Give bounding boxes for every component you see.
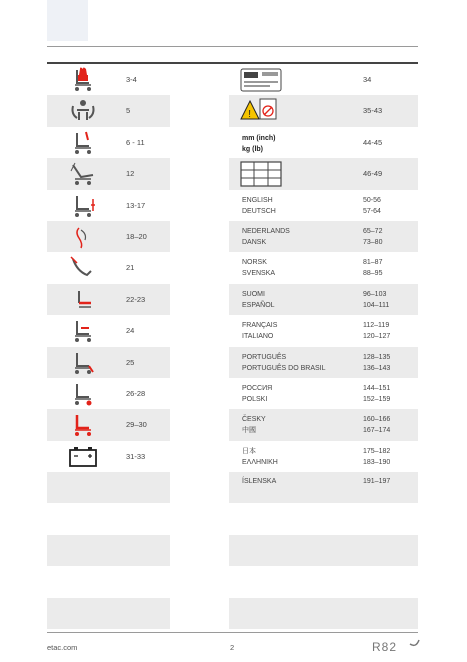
seat-cushion-icon: [65, 287, 101, 313]
empty-row: [47, 472, 170, 503]
index-row-left[interactable]: [47, 158, 170, 189]
page-range: 31-33: [126, 451, 146, 461]
index-row-left[interactable]: [47, 441, 170, 472]
empty-row: [229, 503, 418, 534]
language-name[interactable]: ČESKY: [242, 416, 266, 424]
language-names: [242, 257, 275, 279]
language-name[interactable]: PORTUGUÊS: [242, 353, 287, 361]
header-block: [47, 0, 88, 41]
language-name[interactable]: ÍSLENSKA: [242, 478, 277, 486]
language-pages: [363, 414, 390, 436]
language-page-range: 96–103: [363, 290, 387, 298]
empty-row: [47, 598, 170, 629]
index-row-left[interactable]: [47, 221, 170, 252]
battery-icon: [65, 444, 101, 470]
header-divider: [47, 46, 418, 47]
language-names: [242, 289, 275, 311]
language-page-range: 144–151: [363, 384, 391, 392]
index-row-right[interactable]: [229, 127, 418, 158]
index-row-right[interactable]: [229, 472, 418, 503]
language-name[interactable]: 日本: [242, 447, 256, 455]
language-name[interactable]: NEDERLANDS: [242, 227, 290, 235]
index-row-right[interactable]: [229, 441, 418, 472]
language-name[interactable]: ESPAÑOL: [242, 301, 275, 309]
language-names: [242, 195, 276, 217]
index-row-left[interactable]: [47, 347, 170, 378]
language-name[interactable]: DEUTSCH: [242, 207, 276, 215]
unit-length: mm (inch): [242, 134, 276, 142]
language-pages: [363, 352, 390, 374]
language-page-range: 136–143: [363, 364, 391, 372]
language-names: [242, 352, 326, 374]
empty-row: [229, 535, 418, 566]
empty-row: [229, 598, 418, 629]
page-range: 44-45: [363, 137, 383, 147]
index-row-right[interactable]: [229, 64, 418, 95]
language-names: [242, 476, 276, 487]
language-page-range: 50-56: [363, 196, 381, 204]
empty-row: [47, 535, 170, 566]
index-row-right[interactable]: [229, 95, 418, 126]
language-pages: [363, 226, 382, 248]
bell-alarm-icon: [65, 67, 101, 93]
language-page-range: 183–190: [363, 458, 391, 466]
page-range: 26-28: [126, 388, 146, 398]
footer-divider: [47, 632, 418, 633]
language-name[interactable]: ENGLISH: [242, 196, 273, 204]
language-pages: [363, 195, 381, 217]
svg-text:!: !: [248, 109, 252, 121]
left-index-column: [47, 64, 170, 629]
backrest-adjust-icon: [65, 130, 101, 156]
language-name[interactable]: PORTUGUÊS DO BRASIL: [242, 364, 326, 372]
language-page-range: 65–72: [363, 227, 383, 235]
page-range: 35-43: [363, 106, 383, 116]
page-range: 22-23: [126, 294, 146, 304]
page-range: 18–20: [126, 231, 147, 241]
page-range: 6 - 11: [126, 137, 145, 147]
language-pages: [363, 446, 390, 468]
language-page-range: 167–174: [363, 427, 391, 435]
chair-dimensions-icon: [65, 193, 101, 219]
language-names: [242, 414, 266, 436]
index-row-left[interactable]: [47, 252, 170, 283]
language-name[interactable]: DANSK: [242, 238, 267, 246]
language-page-range: 81–87: [363, 259, 383, 267]
page-range: 25: [126, 357, 135, 367]
page-range: 34: [363, 75, 372, 84]
footer-website[interactable]: etac.com: [47, 643, 78, 652]
index-row-left[interactable]: [47, 284, 170, 315]
language-name[interactable]: NORSK: [242, 259, 267, 267]
footer-page-number: 2: [230, 643, 235, 652]
logo-text: R82: [372, 640, 398, 654]
index-row-right[interactable]: [229, 252, 418, 283]
page-range: 3-4: [126, 75, 137, 84]
page-range: 5: [126, 106, 131, 116]
product-label-icon: [239, 67, 283, 93]
language-pages: [363, 257, 382, 279]
page-range: 29–30: [126, 420, 147, 430]
language-page-range: 73–80: [363, 238, 383, 246]
empty-row: [229, 566, 418, 597]
language-name[interactable]: ΕΛΛΗΝΙΚΗ: [242, 458, 278, 466]
index-row-right[interactable]: [229, 378, 418, 409]
language-names: [242, 320, 277, 342]
page-range: 46-49: [363, 169, 383, 179]
language-names: [242, 383, 272, 405]
lifting-person-icon: [65, 98, 101, 124]
index-row-right[interactable]: [229, 409, 418, 440]
footrest-icon: [65, 350, 101, 376]
language-pages: [363, 476, 390, 487]
r82-logo: [372, 638, 420, 659]
language-pages: [363, 320, 390, 342]
language-name[interactable]: POLSKI: [242, 395, 268, 403]
language-page-range: 120–127: [363, 333, 391, 341]
index-row-left[interactable]: [47, 95, 170, 126]
language-name[interactable]: FRANÇAIS: [242, 322, 278, 330]
unit-weight: kg (lb): [242, 145, 263, 153]
language-page-range: 88–95: [363, 270, 383, 278]
language-page-range: 152–159: [363, 395, 391, 403]
language-names: [242, 446, 278, 468]
language-page-range: 57-64: [363, 207, 381, 215]
language-name[interactable]: ITALIANO: [242, 333, 274, 341]
units-label: [242, 133, 275, 155]
language-page-range: 160–166: [363, 416, 391, 424]
page-range: 21: [126, 263, 135, 273]
index-row-left[interactable]: [47, 315, 170, 346]
grid-table-icon: [239, 161, 283, 187]
index-row-left[interactable]: [47, 190, 170, 221]
chair-red-icon: [65, 412, 101, 438]
language-page-range: 175–182: [363, 447, 391, 455]
language-pages: [363, 289, 389, 311]
language-page-range: 191–197: [363, 478, 391, 486]
warning-symbols-icon: [239, 98, 283, 124]
language-page-range: 128–135: [363, 353, 391, 361]
tilt-chair-icon: [65, 161, 101, 187]
language-page-range: 104–111: [363, 301, 390, 309]
language-names: [242, 226, 290, 248]
headrest-icon: [65, 224, 101, 250]
language-name[interactable]: SUOMI: [242, 290, 265, 298]
language-name[interactable]: SVENSKA: [242, 270, 276, 278]
page-range: 12: [126, 169, 135, 179]
index-row-right[interactable]: [229, 190, 418, 221]
index-row-right[interactable]: [229, 315, 418, 346]
page-range: 13-17: [126, 200, 146, 210]
index-row-right[interactable]: [229, 221, 418, 252]
language-name[interactable]: 中國: [242, 427, 256, 435]
brake-wheel-icon: [65, 381, 101, 407]
index-row-left[interactable]: [47, 64, 170, 95]
page-range: 24: [126, 326, 135, 336]
empty-row: [47, 566, 170, 597]
index-row-left[interactable]: [47, 409, 170, 440]
index-row-left[interactable]: [47, 127, 170, 158]
index-row-right[interactable]: [229, 347, 418, 378]
headrest-side-icon: [65, 255, 101, 281]
right-index-column: [229, 64, 418, 629]
armrest-icon: [65, 318, 101, 344]
index-row-right[interactable]: [229, 284, 418, 315]
index-row-left[interactable]: [47, 378, 170, 409]
language-name[interactable]: РОССИЯ: [242, 384, 273, 392]
language-page-range: 112–119: [363, 322, 390, 330]
language-pages: [363, 383, 390, 405]
index-row-right[interactable]: [229, 158, 418, 189]
empty-row: [47, 503, 170, 534]
